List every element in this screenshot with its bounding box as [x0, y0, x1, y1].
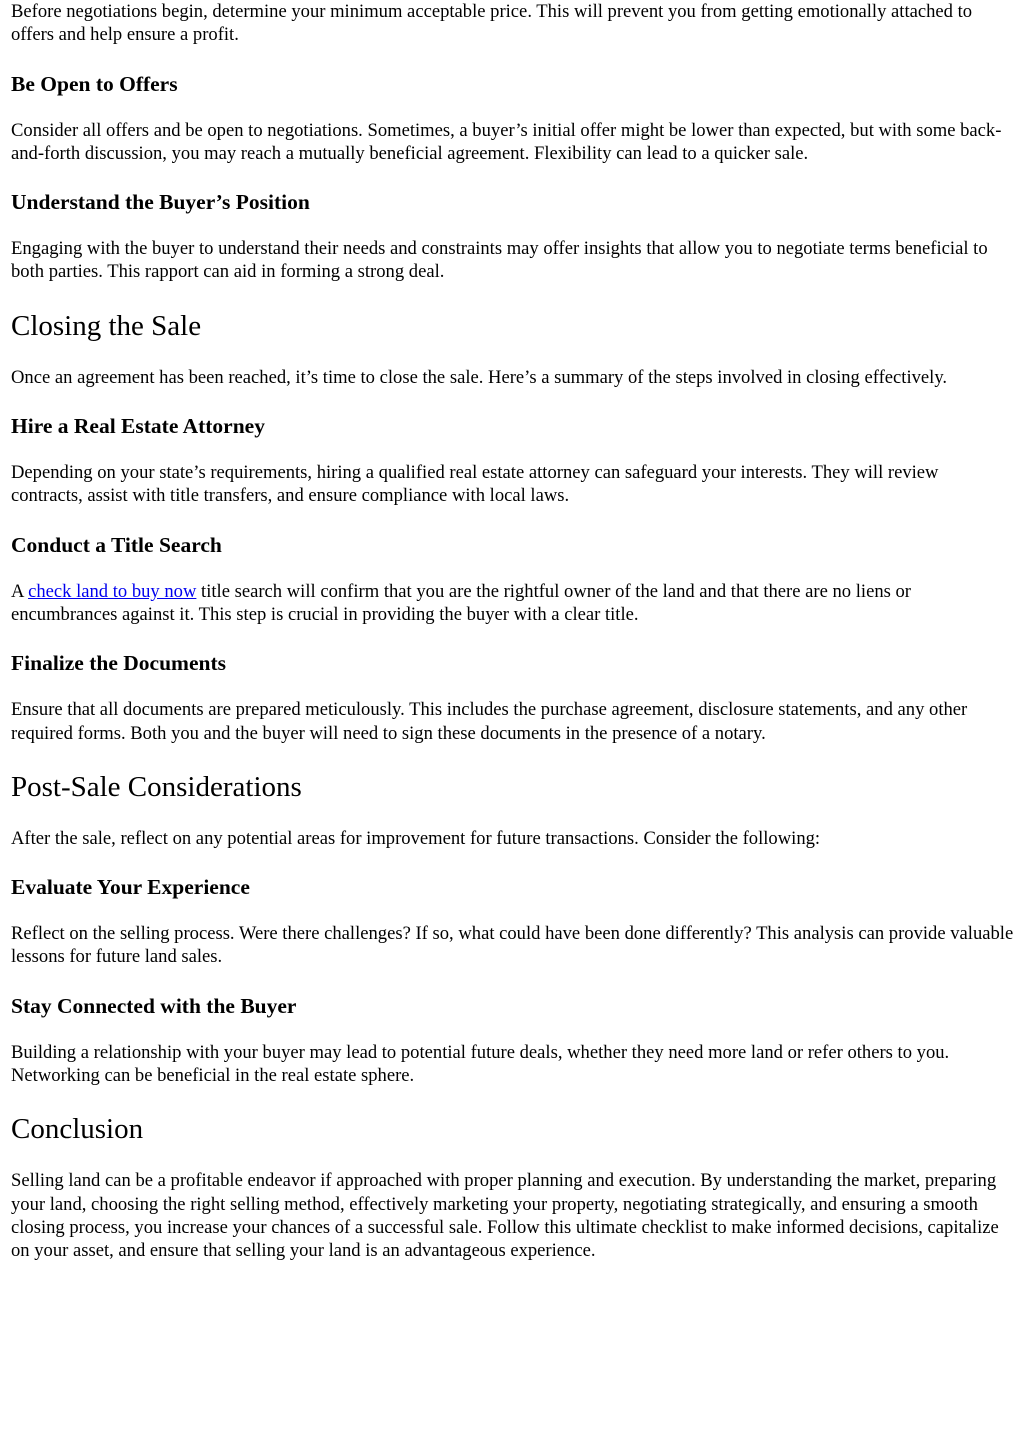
check-land-link[interactable]: check land to buy now: [28, 580, 197, 602]
heading-closing-the-sale: Closing the Sale: [11, 309, 202, 342]
paragraph-post-sale-intro: After the sale, reflect on any potential areas for improvement for future transactions. Consider the following:: [11, 827, 821, 849]
heading-post-sale: Post-Sale Considerations: [11, 770, 302, 803]
paragraph-conclusion: Selling land can be a profitable endeavor if approached with proper planning and execution. By understanding the market, preparing your land, choosing the right selling method, effectively marketing your property, negotiating strategically, and ensuring a smooth closing process, you increase your chances of a successful sale. Follow this ultimate checklist to make informed decisions, capitalize on your asset, and ensure that selling your land is an advantageous experience.: [11, 1170, 999, 1262]
heading-conclusion: Conclusion: [11, 1113, 144, 1146]
heading-evaluate-experience: Evaluate Your Experience: [11, 875, 250, 900]
heading-understand-buyer-position: Understand the Buyer’s Position: [11, 190, 310, 215]
paragraph-buyer-position: Engaging with the buyer to understand their needs and constraints may offer insights that allow you to negotiate terms beneficial to both parties. This rapport can aid in forming a strong deal.: [11, 238, 988, 283]
paragraph-closing-intro: Once an agreement has been reached, it’s time to close the sale. Here’s a summary of the steps involved in closing effectively.: [11, 366, 948, 388]
heading-title-search: Conduct a Title Search: [11, 532, 222, 557]
paragraph-minimum-price: Before negotiations begin, determine your minimum acceptable price. This will prevent you from getting emotionally attached to offers and help ensure a profit.: [11, 1, 973, 46]
paragraph-open-to-offers: Consider all offers and be open to negotiations. Sometimes, a buyer’s initial offer might be lower than expected, but with some back-and-forth discussion, you may reach a mutually beneficial agreement. Flexibility can lead to a quicker sale.: [11, 119, 1002, 164]
heading-hire-attorney: Hire a Real Estate Attorney: [11, 414, 265, 439]
heading-be-open-to-offers: Be Open to Offers: [11, 71, 178, 96]
paragraph-hire-attorney: Depending on your state’s requirements, hiring a qualified real estate attorney can safeguard your interests. They will review contracts, assist with title transfers, and ensure compliance with local laws.: [11, 462, 939, 507]
title-search-rest-text: title search will confirm that you are the rightful owner of the land and that there are no liens or encumbrances against it. This step is crucial in providing the buyer with a clear title.: [11, 580, 911, 625]
heading-finalize-documents: Finalize the Documents: [11, 651, 226, 676]
title-search-lead-text: A: [11, 580, 29, 602]
paragraph-title-search: [11, 580, 1014, 627]
heading-stay-connected: Stay Connected with the Buyer: [11, 993, 297, 1018]
paragraph-evaluate-experience: Reflect on the selling process. Were there challenges? If so, what could have been done differently? This analysis can provide valuable lessons for future land sales.: [11, 923, 1014, 968]
paragraph-finalize-documents: Ensure that all documents are prepared meticulously. This includes the purchase agreement, disclosure statements, and any other required forms. Both you and the buyer will need to sign these documents in the presence of a notary.: [11, 699, 968, 744]
paragraph-stay-connected: Building a relationship with your buyer may lead to potential future deals, whether they need more land or refer others to you. Networking can be beneficial in the real estate sphere.: [11, 1041, 950, 1087]
